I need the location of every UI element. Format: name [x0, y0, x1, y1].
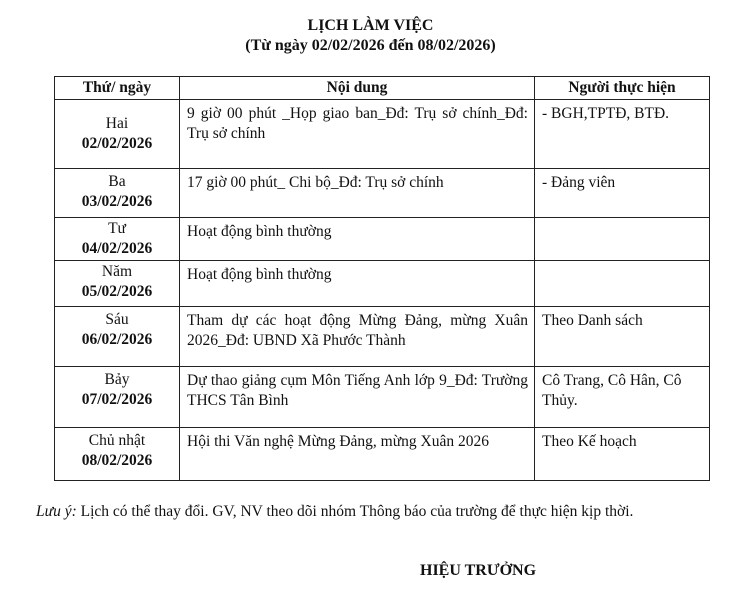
content-cell: Dự thao giảng cụm Môn Tiếng Anh lớp 9_Đđ: Trường THCS Tân Bình — [180, 367, 535, 428]
table-row — [55, 100, 710, 169]
table-row — [55, 261, 710, 307]
day-date: 08/02/2026 — [81, 452, 153, 469]
table-row — [55, 428, 710, 481]
table-header-row — [55, 77, 710, 100]
table-row — [55, 307, 710, 367]
content-cell: Hoạt động bình thường — [180, 261, 535, 307]
content-cell: Tham dự các hoạt động Mừng Đảng, mừng Xuân 2026_Đđ: UBND Xã Phước Thành — [180, 307, 535, 367]
day-name: Năm — [101, 263, 133, 280]
day-cell — [55, 307, 180, 367]
day-name: Ba — [108, 173, 126, 190]
day-cell — [55, 218, 180, 261]
schedule-table — [54, 76, 710, 481]
day-cell — [55, 169, 180, 218]
header-person: Người thực hiện — [535, 77, 710, 100]
day-date: 06/02/2026 — [81, 331, 153, 348]
person-cell: - BGH,TPTĐ, BTĐ. — [535, 100, 710, 169]
person-cell: Theo Kế hoạch — [535, 428, 710, 481]
day-name: Tư — [108, 220, 126, 237]
person-cell: - Đảng viên — [535, 169, 710, 218]
day-name: Hai — [105, 115, 129, 132]
day-date: 05/02/2026 — [81, 283, 153, 300]
signature-title: HIỆU TRƯỞNG — [420, 562, 537, 579]
day-cell — [55, 100, 180, 169]
note-label: Lưu ý: — [36, 503, 77, 520]
content-cell: 9 giờ 00 phút _Họp giao ban_Đđ: Trụ sở chính_Đđ: Trụ sở chính — [180, 100, 535, 169]
header-day: Thứ/ ngày — [55, 77, 180, 100]
content-cell: Hoạt động bình thường — [180, 218, 535, 261]
table-row — [55, 367, 710, 428]
person-cell: Theo Danh sách — [535, 307, 710, 367]
day-date: 04/02/2026 — [81, 240, 153, 257]
note — [36, 501, 696, 522]
day-date: 07/02/2026 — [81, 391, 153, 408]
person-cell: Cô Trang, Cô Hân, Cô Thủy. — [535, 367, 710, 428]
document-title: LỊCH LÀM VIỆC — [307, 17, 434, 34]
table-row — [55, 169, 710, 218]
content-cell: 17 giờ 00 phút_ Chi bộ_Đđ: Trụ sở chính — [180, 169, 535, 218]
day-date: 03/02/2026 — [81, 193, 153, 210]
day-date: 02/02/2026 — [81, 135, 153, 152]
person-cell — [535, 261, 710, 307]
content-cell: Hội thi Văn nghệ Mừng Đảng, mừng Xuân 2026 — [180, 428, 535, 481]
note-text: Lịch có thể thay đổi. GV, NV theo dõi nhóm Thông báo của trường để thực hiện kịp thời. — [76, 503, 634, 520]
day-name: Chủ nhật — [88, 432, 146, 449]
table-row — [55, 218, 710, 261]
person-cell — [535, 218, 710, 261]
header-content: Nội dung — [180, 77, 535, 100]
day-cell — [55, 428, 180, 481]
day-cell — [55, 367, 180, 428]
day-name: Bảy — [104, 371, 130, 388]
day-cell — [55, 261, 180, 307]
day-name: Sáu — [105, 311, 129, 328]
document-subtitle: (Từ ngày 02/02/2026 đến 08/02/2026) — [245, 37, 496, 54]
